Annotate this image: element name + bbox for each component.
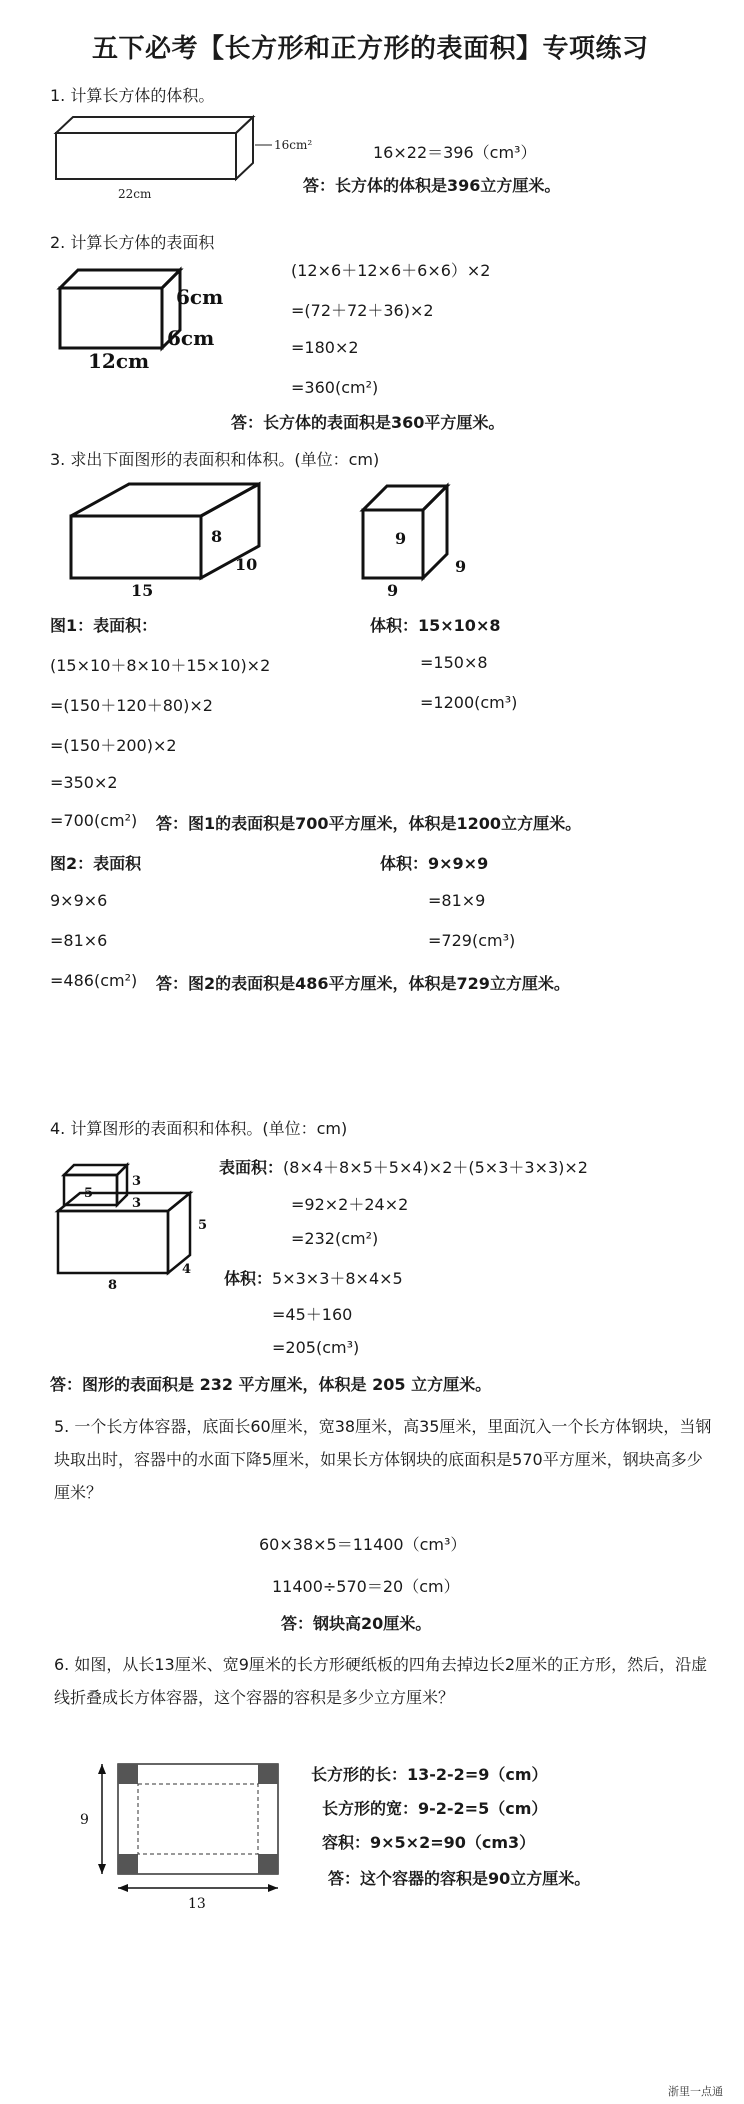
q6-arrow-head — [118, 1884, 128, 1892]
q4-bottom-box-side — [168, 1193, 190, 1273]
q3-f1-volume-step-1: =150×8 — [420, 653, 488, 672]
q4-area-step-2: =232(cm²) — [291, 1229, 379, 1248]
q2-front-face — [60, 288, 162, 348]
q6-arrow-head — [98, 1764, 106, 1774]
q6-width-label: 9 — [80, 1812, 89, 1828]
footer-watermark: 浙里一点通 — [668, 2085, 723, 2098]
q3-figure-1 — [55, 478, 275, 598]
page-title: 五下必考【长方形和正方形的表面积】专项练习 — [92, 34, 649, 64]
q6-corner-square — [258, 1764, 278, 1784]
q4-volume-step-2: =205(cm³) — [272, 1338, 360, 1357]
q4-volume-first: 5×3×3＋8×4×5 — [272, 1269, 403, 1288]
q3-f1-area-step-3: =(150＋200)×2 — [50, 736, 177, 755]
q1-area-label: 16cm² — [274, 138, 313, 152]
q3-f2-area-step-3: =486(cm²) — [50, 971, 138, 990]
q6-corner-square — [118, 1764, 138, 1784]
q5-calculation-1: 60×38×5＝11400（cm³） — [259, 1535, 467, 1554]
q6-length-label: 13 — [188, 1896, 206, 1912]
q2-step-2: =(72＋72＋36)×2 — [291, 301, 434, 320]
q3-f2-bottom-label: 9 — [387, 581, 399, 600]
q3-f2-volume-step-1: =81×9 — [428, 891, 486, 910]
question-5: 5. 一个长方体容器，底面长60厘米，宽38厘米，高35厘米，里面沉入一个长方体钢块，当钢块取出时，容器中的水面下降5厘米，如果长方体钢块的底面积是570平方厘米，钢块高多少厘米？ — [54, 1417, 712, 1502]
q3-f1-height: 8 — [211, 527, 223, 546]
q4-answer: 答：图形的表面积是 232 平方厘米，体积是 205 立方厘米。 — [50, 1375, 492, 1394]
q4-composite-figure — [52, 1155, 222, 1293]
q3-f1-volume-step-2: =1200(cm³) — [420, 693, 518, 712]
q4-top-height: 3 — [132, 1196, 142, 1211]
q4-area-line-1 — [219, 1155, 588, 1178]
q4-top-width: 3 — [132, 1174, 142, 1189]
q4-volume-label: 体积： — [224, 1269, 273, 1288]
q4-bottom-length: 8 — [108, 1278, 118, 1293]
question-2: 2. 计算长方体的表面积 — [50, 233, 215, 252]
q3-figure-2 — [357, 478, 487, 598]
q1-answer: 答：长方体的体积是396立方厘米。 — [303, 176, 561, 195]
q2-step-1: (12×6＋12×6＋6×6）×2 — [291, 261, 491, 280]
q5-calculation-2: 11400÷570＝20（cm） — [272, 1577, 460, 1596]
q2-cuboid-figure — [52, 258, 227, 373]
question-3: 3. 求出下面图形的表面积和体积。(单位：cm) — [50, 450, 380, 469]
q3-f1-volume-label: 体积：15×10×8 — [370, 616, 501, 635]
q6-arrow-head — [268, 1884, 278, 1892]
q5-answer: 答：钢块高20厘米。 — [281, 1614, 432, 1633]
q3-f1-area-step-2: =(150＋120＋80)×2 — [50, 696, 213, 715]
q1-calculation: 16×22＝396（cm³） — [373, 143, 537, 162]
q4-volume-step-1: =45＋160 — [272, 1305, 353, 1324]
q3-f2-side-face — [423, 486, 447, 578]
q3-f2-volume-label: 体积：9×9×9 — [380, 854, 489, 873]
q2-step-4: =360(cm²) — [291, 378, 379, 397]
q2-answer: 答：长方体的表面积是360平方厘米。 — [231, 413, 505, 432]
q1-top-face — [56, 117, 253, 133]
q1-cuboid-figure — [50, 105, 313, 205]
q6-answer: 答：这个容器的容积是90立方厘米。 — [328, 1869, 591, 1888]
q3-f1-answer: 答：图1的表面积是700平方厘米，体积是1200立方厘米。 — [156, 814, 582, 833]
q3-f1-area-step-1: (15×10＋8×10＋15×10)×2 — [50, 656, 271, 675]
q3-f2-volume-step-2: =729(cm³) — [428, 931, 516, 950]
q3-f1-width: 10 — [235, 555, 258, 574]
q3-f1-area-step-5: =700(cm²) — [50, 811, 138, 830]
q4-bottom-height: 5 — [198, 1218, 208, 1233]
q6-line-3: 容积：9×5×2=90（cm3） — [322, 1833, 536, 1852]
q6-corner-square — [118, 1854, 138, 1874]
q3-f2-area-step-2: =81×6 — [50, 931, 108, 950]
q6-outer-rect — [118, 1764, 278, 1874]
q1-length-label: 22cm — [118, 187, 152, 201]
q6-corner-square — [258, 1854, 278, 1874]
q6-line-1: 长方形的长：13-2-2=9（cm） — [311, 1765, 548, 1784]
q3-f1-area-step-4: =350×2 — [50, 773, 118, 792]
q6-arrow-head — [98, 1864, 106, 1874]
q4-bottom-width: 4 — [182, 1262, 192, 1277]
q2-length-label: 12cm — [88, 349, 150, 373]
q3-f1-front-face — [71, 516, 201, 578]
q4-top-length: 5 — [84, 1186, 94, 1201]
q3-f1-area-label: 图1：表面积： — [50, 616, 158, 635]
q2-top-face — [60, 270, 180, 288]
q2-height-label: 6cm — [176, 285, 224, 309]
q3-f2-front-face — [363, 510, 423, 578]
q6-line-2: 长方形的宽：9-2-2=5（cm） — [322, 1799, 548, 1818]
q4-area-label: 表面积： — [219, 1158, 284, 1177]
q3-f2-area-step-1: 9×9×6 — [50, 891, 108, 910]
question-4: 4. 计算图形的表面积和体积。(单位：cm) — [50, 1119, 348, 1138]
q4-volume-line-1 — [224, 1266, 403, 1289]
question-6: 6. 如图，从长13厘米、宽9厘米的长方形硬纸板的四角去掉边长2厘米的正方形，然后，沿虚线折叠成长方体容器，这个容器的容积是多少立方厘米？ — [54, 1655, 708, 1707]
q6-fold-lines — [138, 1784, 258, 1854]
q4-area-first: (8×4＋8×5＋5×4)×2＋(5×3＋3×3)×2 — [283, 1158, 588, 1177]
q1-front-face — [56, 133, 236, 179]
q2-width-label: 6cm — [167, 326, 215, 350]
q4-bottom-box-front — [58, 1211, 168, 1273]
q6-cardboard-figure — [78, 1752, 298, 1912]
q3-f1-length: 15 — [131, 581, 154, 600]
question-1: 1. 计算长方体的体积。 — [50, 86, 215, 105]
q3-f2-area-label: 图2：表面积 — [50, 854, 142, 873]
q1-side-face — [236, 117, 253, 179]
q3-f2-answer: 答：图2的表面积是486平方厘米，体积是729立方厘米。 — [156, 974, 570, 993]
q2-step-3: =180×2 — [291, 338, 359, 357]
q3-f2-side-label: 9 — [455, 557, 467, 576]
q4-area-step-1: =92×2＋24×2 — [291, 1195, 409, 1214]
q3-f2-front-label: 9 — [395, 529, 407, 548]
q4-top-box-side — [117, 1165, 127, 1205]
